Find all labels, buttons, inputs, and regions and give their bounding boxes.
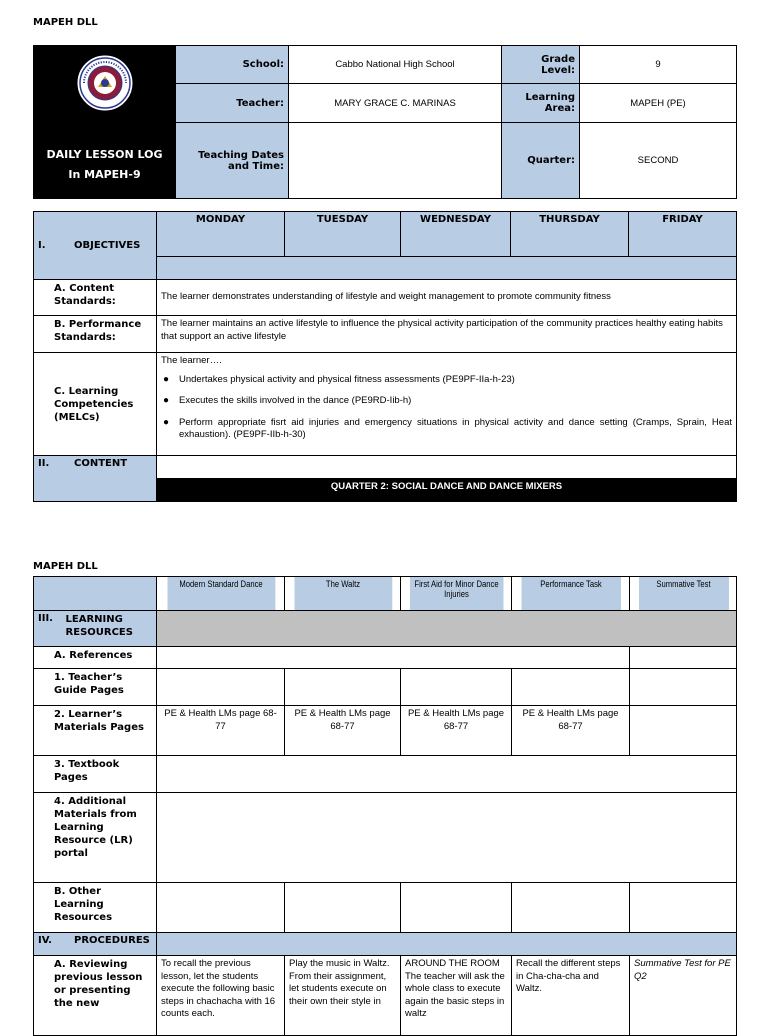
header-title-line2: In MAPEH-9 (68, 168, 141, 181)
procedures-number: IV. (38, 935, 52, 946)
textbook-label: 3. Textbook Pages (34, 756, 157, 793)
teacher-label: Teacher: (176, 84, 289, 123)
references-friday (630, 647, 737, 669)
teaching-dates-value (289, 123, 502, 199)
topic-tuesday: The Waltz (293, 577, 392, 611)
other-cell (512, 883, 630, 933)
lm-cell: PE & Health LMs page 68-77 (157, 706, 285, 756)
tg-cell (512, 669, 630, 706)
review-cell: Recall the different steps in Cha-cha-cha and Waltz. (512, 956, 630, 1036)
other-cell (285, 883, 401, 933)
competencies-list (161, 374, 732, 442)
review-cell: Summative Test for PE Q2 (630, 956, 737, 1036)
content-standards-label: A. Content Standards: (34, 280, 157, 316)
objectives-table (33, 211, 737, 502)
day-friday: FRIDAY (629, 212, 737, 257)
teacher-value: MARY GRACE C. MARINAS (289, 84, 502, 123)
header-table (33, 45, 737, 199)
competency-item: ● Executes the skills involved in the dance (PE9RD-Iib-h) (179, 395, 732, 408)
procedures-heading (34, 933, 157, 956)
learning-competencies-value (157, 353, 737, 456)
school-value: Cabbo National High School (289, 46, 502, 84)
content-number: II. (38, 458, 50, 469)
content-label: CONTENT (74, 458, 128, 469)
resources-table (33, 576, 737, 1036)
objectives-subheader (157, 257, 737, 280)
content-heading (34, 456, 157, 502)
header-logo-cell (34, 46, 176, 199)
other-cell (630, 883, 737, 933)
performance-standards-label: B. Performance Standards: (34, 316, 157, 353)
other-cell (157, 883, 285, 933)
topics-corner (34, 577, 157, 611)
references-blank (157, 647, 630, 669)
competencies-intro: The learner…. (161, 355, 222, 366)
topic-wednesday: First Aid for Minor Dance Injuries (409, 577, 503, 611)
objectives-heading (34, 212, 157, 280)
procedures-band (157, 933, 737, 956)
topic-monday: Modern Standard Dance (166, 577, 275, 611)
school-label: School: (176, 46, 289, 84)
competency-item: ● Perform appropriate fisrt aid injuries and emergency situations in physical activity and dance setting (Cramps, Sprain, Heat exhaustion). (PE9PF-IIb-h-30) (179, 417, 732, 442)
quarter-value: SECOND (580, 123, 737, 199)
procedures-label: PROCEDURES (74, 935, 150, 946)
resources-label: LEARNING RESOURCES (65, 614, 133, 638)
day-tuesday: TUESDAY (285, 212, 401, 257)
lm-cell: PE & Health LMs page 68-77 (401, 706, 512, 756)
review-cell: Play the music in Waltz. From their assignment, let students execute on their own their style in (285, 956, 401, 1036)
reviewing-label: A. Reviewing previous lesson or presenting the new (34, 956, 157, 1036)
learning-area-label: Learning Area: (502, 84, 580, 123)
document-title: MAPEH DLL (33, 17, 98, 28)
day-thursday: THURSDAY (511, 212, 629, 257)
content-banner: QUARTER 2: SOCIAL DANCE AND DANCE MIXERS (157, 479, 737, 502)
resources-heading (34, 611, 157, 647)
topic-thursday: Performance Task (520, 577, 620, 611)
other-resources-label: B. Other Learning Resources (34, 883, 157, 933)
lm-cell: PE & Health LMs page 68-77 (285, 706, 401, 756)
references-label: A. References (34, 647, 157, 669)
additional-blank (157, 793, 737, 883)
textbook-blank (157, 756, 737, 793)
content-blank (157, 456, 737, 479)
header-title-line1: DAILY LESSON LOG (46, 148, 163, 161)
resources-number: III. (38, 613, 53, 624)
objectives-number: I. (38, 240, 46, 251)
document-title-2: MAPEH DLL (33, 561, 98, 572)
competency-item: ● Undertakes physical activity and physical fitness assessments (PE9PF-IIa-h-23) (179, 374, 732, 387)
tg-cell (285, 669, 401, 706)
performance-standards-value: The learner maintains an active lifestyle to influence the physical activity participation of the community practices healthy eating habits that support an active lifestyle (157, 316, 737, 353)
lm-cell: PE & Health LMs page 68-77 (512, 706, 630, 756)
grade-value: 9 (580, 46, 737, 84)
tg-cell (157, 669, 285, 706)
objectives-label: OBJECTIVES (74, 240, 141, 251)
lm-cell (630, 706, 737, 756)
content-standards-value: The learner demonstrates understanding of lifestyle and weight management to promote community fitness (157, 280, 737, 316)
grade-label: Grade Level: (502, 46, 580, 84)
review-cell: AROUND THE ROOM The teacher will ask the whole class to execute again the basic steps in waltz (401, 956, 512, 1036)
review-cell: To recall the previous lesson, let the students execute the following basic steps in chachacha with 16 counts each. (157, 956, 285, 1036)
topic-friday: Summative Test (638, 577, 729, 611)
other-cell (401, 883, 512, 933)
learning-area-value: MAPEH (PE) (580, 84, 737, 123)
tg-cell (630, 669, 737, 706)
day-wednesday: WEDNESDAY (401, 212, 511, 257)
day-monday: MONDAY (157, 212, 285, 257)
learners-materials-label: 2. Learner’s Materials Pages (34, 706, 157, 756)
tg-cell (401, 669, 512, 706)
learning-competencies-label: C. Learning Competencies (MELCs) (34, 353, 157, 456)
resources-gray-band (157, 611, 737, 647)
deped-seal-icon (76, 54, 134, 112)
additional-materials-label: 4. Additional Materials from Learning Resource (LR) portal (34, 793, 157, 883)
teachers-guide-label: 1. Teacher’s Guide Pages (34, 669, 157, 706)
teaching-dates-label: Teaching Dates and Time: (176, 123, 289, 199)
quarter-label: Quarter: (502, 123, 580, 199)
